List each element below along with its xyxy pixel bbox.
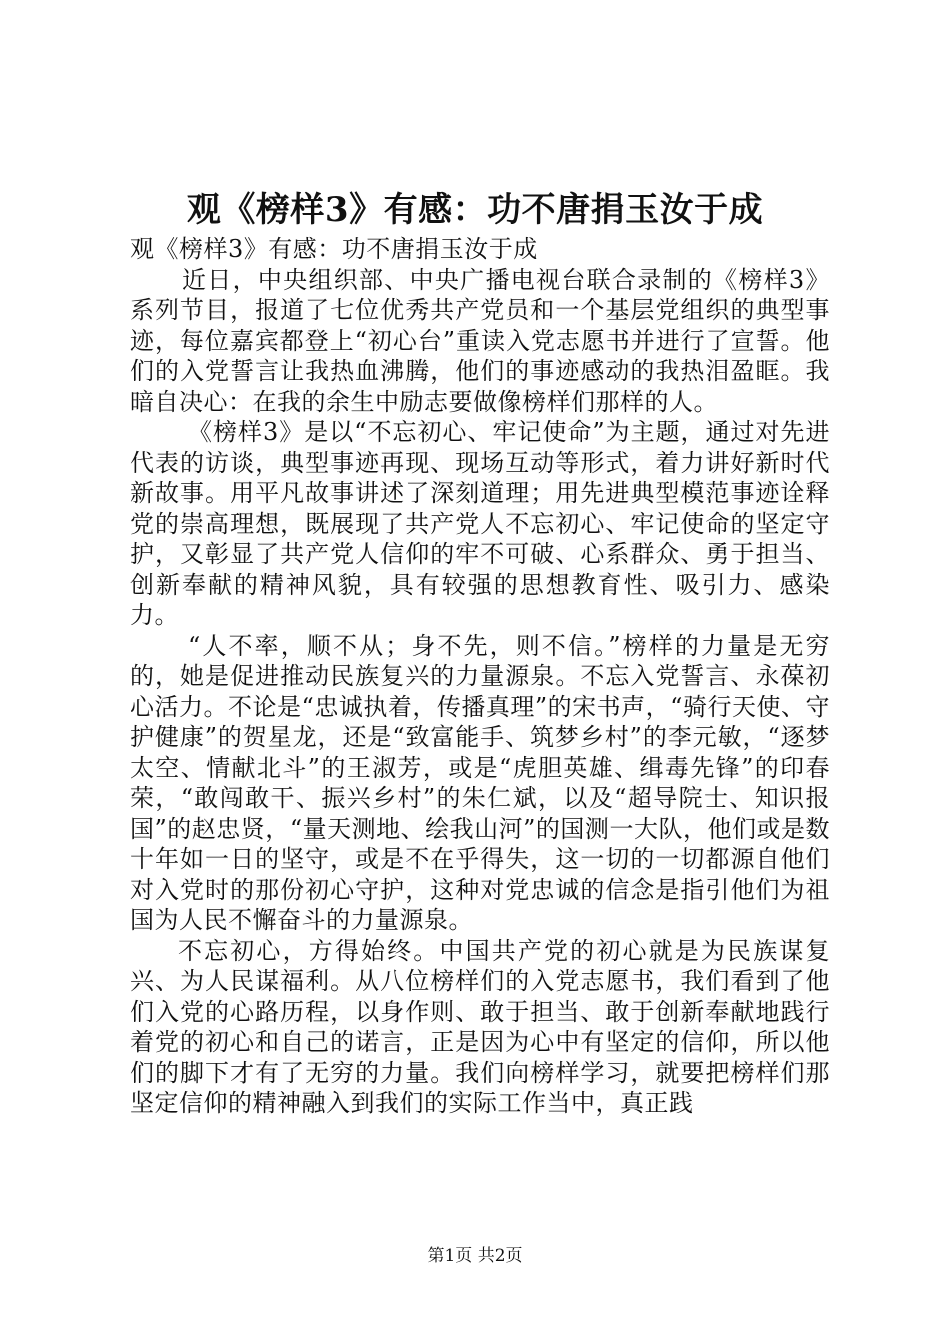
document-title: 观《榜样3》有感：功不唐捐玉汝于成 <box>186 190 764 230</box>
page-number: 第1页 共2页 <box>427 1246 523 1266</box>
paragraph: “人不率，顺不从；身不先，则不信。”榜样的力量是无穷的，她是促进推动民族复兴的力量源泉。不忘入党誓言、永葆初心活力。不论是“忠诚执着，传播真理”的宋书声，“骑行天使、守护健康”的贺星龙，还是“致富能手、筑梦乡村”的李元敏，“逐梦太空、情献北斗”的王淑芳，或是“虎胆英雄、缉毒先锋”的印春荣，“敢闯敢干、振兴乡村”的朱仁斌，以及“超导院士、知识报国”的赵忠贤，“量天测地、绘我山河”的国测一大队，他们或是数十年如一日的坚守，或是不在乎得失，这一切的一切都源自他们对入党时的那份初心守护，这种对党忠诚的信念是指引他们为祖国为人民不懈奋斗的力量源泉。 <box>130 631 830 934</box>
paragraph: 近日，中央组织部、中央广播电视台联合录制的《榜样3》系列节目，报道了七位优秀共产党员和一个基层党组织的典型事迹，每位嘉宾都登上“初心台”重读入党志愿书并进行了宣誓。他们的入党誓言让我热血沸腾，他们的事迹感动的我热泪盈眶。我暗自决心：在我的余生中励志要做像榜样们那样的人。 <box>130 265 830 416</box>
document-subtitle: 观《榜样3》有感：功不唐捐玉汝于成 <box>130 235 538 263</box>
paragraph: 《榜样3》是以“不忘初心、牢记使命”为主题，通过对先进代表的访谈，典型事迹再现、现场互动等形式，着力讲好新时代新故事。用平凡故事讲述了深刻道理；用先进典型模范事迹诠释党的崇高理想，既展现了共产党人不忘初心、牢记使命的坚定守护，又彰显了共产党人信仰的牢不可破、心系群众、勇于担当、创新奉献的精神风貌，具有较强的思想教育性、吸引力、感染力。 <box>130 418 830 629</box>
paragraph: 不忘初心，方得始终。中国共产党的初心就是为民族谋复兴、为人民谋福利。从八位榜样们的入党志愿书，我们看到了他们入党的心路历程，以身作则、敢于担当、敢于创新奉献地践行着党的初心和自己的诺言，正是因为心中有坚定的信仰，所以他们的脚下才有了无穷的力量。我们向榜样学习，就要把榜样们那坚定信仰的精神融入到我们的实际工作当中，真正践 <box>130 936 830 1117</box>
document-body <box>130 234 830 1119</box>
